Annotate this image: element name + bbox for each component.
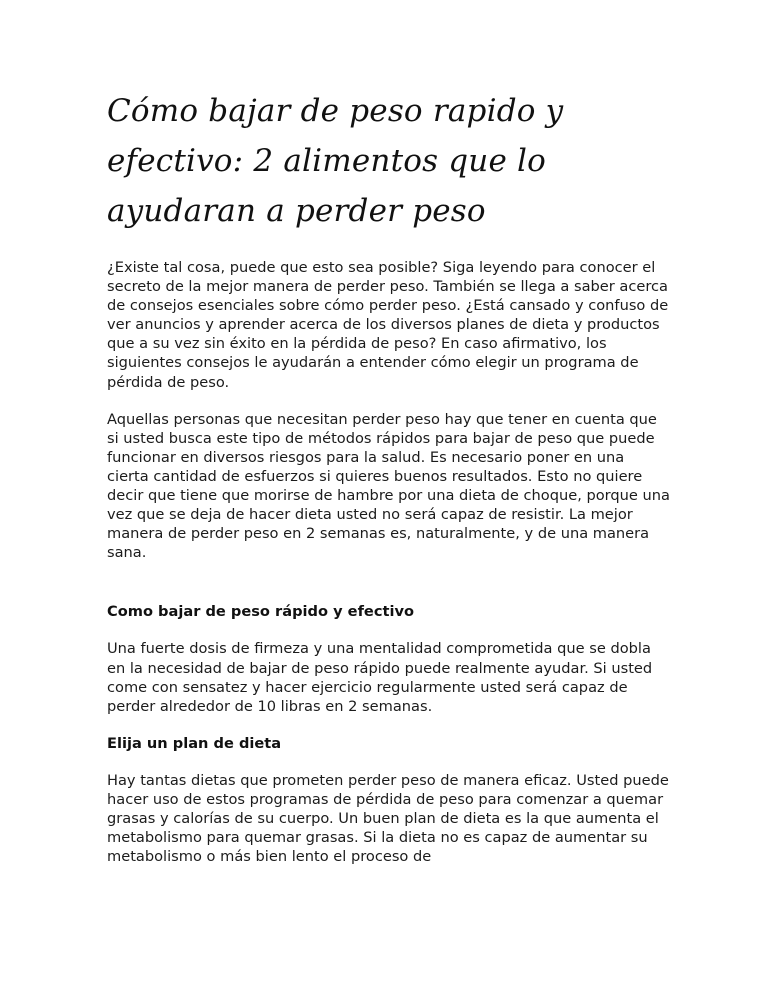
paragraph-intro: ¿Existe tal cosa, puede que esto sea posible? Siga leyendo para conocer el secreto de la mejor manera de perder peso. También se llega a saber acerca de consejos esenciales sobre cómo perder peso. ¿Está cansado y confuso de ver anuncios y aprender acerca de los diversos planes de dieta y productos que a su vez sin éxito en la pérdida de peso? En caso afirmativo, los siguientes consejos le ayudarán a entender cómo elegir un programa de pérdida de peso.: [107, 259, 669, 391]
section-heading-plan-dieta: Elija un plan de dieta: [107, 734, 282, 752]
paragraph-methods: Aquellas personas que necesitan perder peso hay que tener en cuenta que si usted busca este tipo de métodos rápidos para bajar de peso que puede funcionar en diversos riesgos para la salud. Es necesario poner en una cierta cantidad de esfuerzos si quieres buenos resultados. Esto no quiere decir que tiene que morirse de hambre por una dieta de choque, porque una vez que se deja de hacer dieta usted no será capaz de resistir. La mejor manera de perder peso en 2 semanas es, naturalmente, y de una manera sana.: [107, 410, 670, 562]
paragraph-dietas: Hay tantas dietas que prometen perder peso de manera eficaz. Usted puede hacer uso de estos programas de pérdida de peso para comenzar a quemar grasas y calorías de su cuerpo. Un buen plan de dieta es la que aumenta el metabolismo para quemar grasas. Si la dieta no es capaz de aumentar su metabolismo o más bien lento el proceso de: [107, 771, 669, 866]
document-title: Cómo bajar de peso rapido y efectivo: 2 alimentos que lo ayudaran a perder peso: [107, 93, 564, 229]
section-heading-rapido: Como bajar de peso rápido y efectivo: [107, 603, 414, 621]
paragraph-firmeza: Una fuerte dosis de firmeza y una mentalidad comprometida que se dobla en la necesidad de bajar de peso rápido puede realmente ayudar. Si usted come con sensatez y hacer ejercicio regularmente usted será capaz de perder alrededor de 10 libras en 2 semanas.: [107, 640, 653, 715]
